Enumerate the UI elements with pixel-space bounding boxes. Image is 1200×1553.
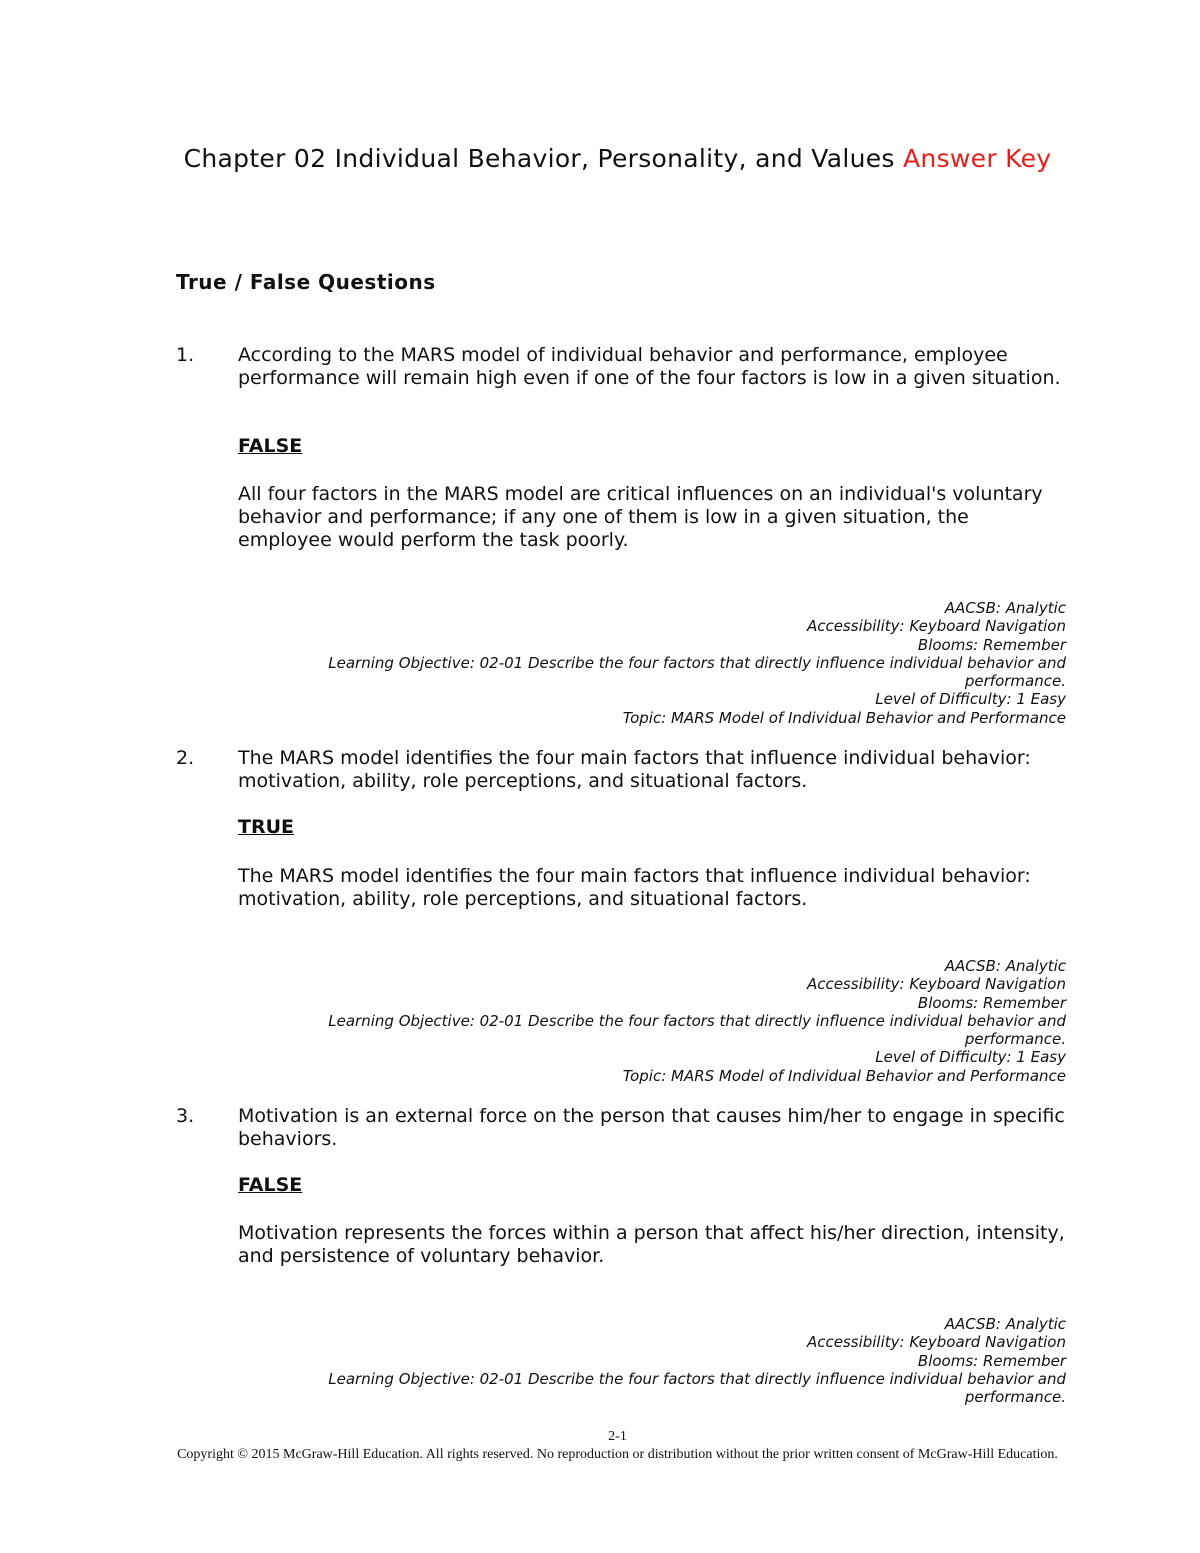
question-number: 1. <box>176 344 195 366</box>
copyright-notice: Copyright © 2015 McGraw-Hill Education. All rights reserved. No reproduction or distribution without the prior written consent of McGraw-Hill Education. <box>177 1447 1058 1462</box>
meta-blooms: Blooms: Remember <box>917 635 1066 654</box>
question-text: According to the MARS model of individual behavior and performance, employee performance will remain high even if one of the four factors is low in a given situation. <box>238 344 1061 389</box>
answer-explanation: Motivation represents the forces within a person that affect his/her direction, intensity, and persistence of voluntary behavior. <box>238 1222 1065 1267</box>
answer-label: FALSE <box>238 1174 303 1196</box>
section-heading: True / False Questions <box>176 270 436 294</box>
meta-aacsb: AACSB: Analytic <box>944 957 1066 975</box>
meta-accessibility: Accessibility: Keyboard Navigation <box>806 975 1066 994</box>
question-number: 2. <box>176 747 195 769</box>
question-metadata <box>266 1315 1066 1406</box>
meta-topic: Topic: MARS Model of Individual Behavior and Performance <box>622 708 1066 727</box>
meta-accessibility: Accessibility: Keyboard Navigation <box>806 1333 1066 1352</box>
question-metadata <box>266 599 1066 727</box>
page-footer <box>150 1428 1085 1464</box>
title-main: Chapter 02 Individual Behavior, Personality, and Values <box>183 144 895 173</box>
answer-explanation: All four factors in the MARS model are critical influences on an individual's voluntary behavior and performance; if any one of them is low in a given situation, the employee would perform the task poorly. <box>238 483 1043 551</box>
question-text: Motivation is an external force on the person that causes him/her to engage in specific behaviors. <box>238 1105 1065 1150</box>
meta-aacsb: AACSB: Analytic <box>944 599 1066 617</box>
meta-accessibility: Accessibility: Keyboard Navigation <box>806 617 1066 636</box>
meta-aacsb: AACSB: Analytic <box>944 1315 1066 1333</box>
answer-label: TRUE <box>238 816 294 838</box>
question-number: 3. <box>176 1105 195 1127</box>
question-text: The MARS model identifies the four main factors that influence individual behavior: motivation, ability, role perceptions, and situational factors. <box>238 747 1031 792</box>
answer-explanation: The MARS model identifies the four main factors that influence individual behavior: motivation, ability, role perceptions, and situational factors. <box>238 865 1031 910</box>
meta-learning-objective: Learning Objective: 02-01 Describe the four factors that directly influence individual behavior and performance. <box>328 653 1066 691</box>
meta-blooms: Blooms: Remember <box>917 1351 1066 1370</box>
meta-difficulty: Level of Difficulty: 1 Easy <box>875 690 1066 709</box>
meta-learning-objective: Learning Objective: 02-01 Describe the four factors that directly influence individual behavior and performance. <box>328 1011 1066 1049</box>
meta-blooms: Blooms: Remember <box>917 993 1066 1012</box>
page-number: 2-1 <box>608 1429 627 1444</box>
meta-topic: Topic: MARS Model of Individual Behavior and Performance <box>622 1066 1066 1085</box>
answer-label: FALSE <box>238 435 303 457</box>
page-title <box>150 142 1085 175</box>
meta-difficulty: Level of Difficulty: 1 Easy <box>875 1048 1066 1067</box>
meta-learning-objective: Learning Objective: 02-01 Describe the four factors that directly influence individual behavior and performance. <box>328 1369 1066 1407</box>
title-accent: Answer Key <box>903 144 1052 173</box>
question-metadata <box>266 957 1066 1085</box>
